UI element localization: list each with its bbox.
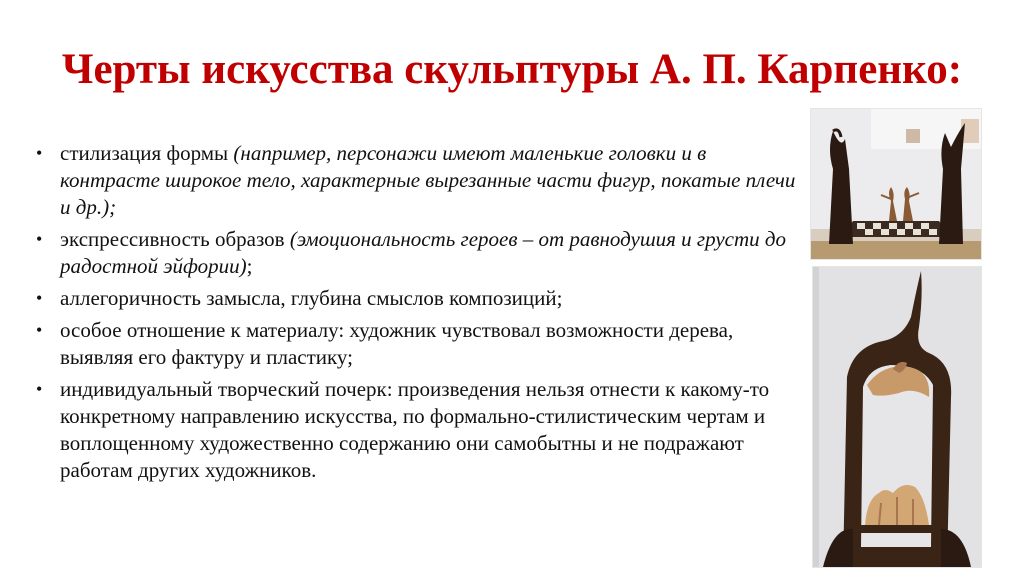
bullet-item xyxy=(30,317,810,371)
bullet-dot: • xyxy=(36,320,43,340)
bullet-item xyxy=(30,226,810,280)
bullet-text: особое отношение к материалу: художник чувствовал возможности дерева, выявляя его фактуру и пластику; xyxy=(60,318,734,369)
bullet-text: стилизация формы xyxy=(60,141,234,165)
bullet-item xyxy=(30,376,810,484)
bullet-dot: • xyxy=(36,229,43,249)
bullet-dot: • xyxy=(36,379,43,399)
bullet-dot: • xyxy=(36,288,43,308)
sculpture-illustration-2 xyxy=(813,267,981,567)
bullet-text: экспрессивность образов xyxy=(60,227,290,251)
bullet-italic: (например, персонажи имеют маленькие головки и в контрасте широкое тело, характерные вырезанные части фигур, покатые плечи и др.); xyxy=(60,141,796,219)
slide-title: Черты искусства скульптуры А. П. Карпенко: xyxy=(61,46,963,93)
bullet-text: аллегоричность замысла, глубина смыслов композиций; xyxy=(60,286,563,310)
sculpture-photo-1 xyxy=(810,108,982,260)
sculpture-photo-2 xyxy=(812,266,982,568)
bullet-text: индивидуальный творческий почерк: произведения нельзя отнести к какому-то конкретному направлению искусства, по формально-стилистическим чертам и воплощенному художественно содержанию они самобытны и не подражают работам других художников. xyxy=(60,377,770,482)
bullet-item xyxy=(30,285,810,312)
bullet-tail: ; xyxy=(246,254,253,278)
sculpture-illustration-1 xyxy=(811,109,981,259)
bullet-list xyxy=(30,140,810,489)
bullet-italic: (эмоциональность героев – от равнодушия и грусти до радостной эйфории) xyxy=(60,227,787,278)
bullet-dot: • xyxy=(36,143,43,163)
bullet-item xyxy=(30,140,810,221)
